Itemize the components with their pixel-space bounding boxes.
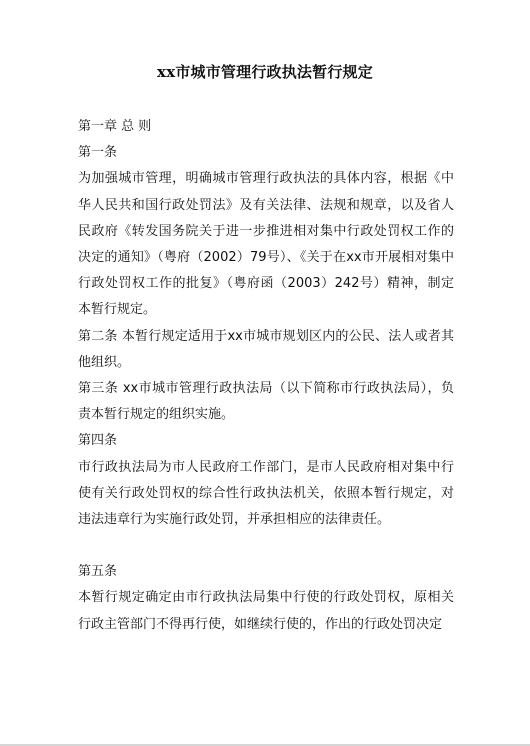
article-5-heading: 第五条 xyxy=(78,564,118,580)
article-3: 第三条 xx市城市管理行政执法局（以下简称市行政执法局），负责本暂行规定的组织实施。 xyxy=(78,381,454,423)
document-title: xx市城市管理行政执法暂行规定 xyxy=(157,63,373,81)
article-2: 第二条 本暂行规定适用于xx市城市规划区内的公民、法人或者其他组织。 xyxy=(78,328,454,370)
chapter-heading: 第一章 总 则 xyxy=(78,119,152,134)
document-body xyxy=(78,114,454,638)
article-1-body: 为加强城市管理，明确城市管理行政执法的具体内容，根据《中华人民共和国行政处罚法》及有关法律、法规和规章，以及省人民政府《转发国务院关于进一步推进相对集中行政处罚权工作的决定的通知》（粤府（2002）79号）、《关于在xx市开展相对集中行政处罚权工作的批复》（粤府函（2003）242号）精神，制定本暂行规定。 xyxy=(78,171,454,318)
article-5-body: 本暂行规定确定由市行政执法局集中行使的行政处罚权，原相关行政主管部门不得再行使，如继续行使的，作出的行政处罚决定 xyxy=(78,590,454,632)
article-4-body: 市行政执法局为市人民政府工作部门，是市人民政府相对集中行使有关行政处罚权的综合性行政执法机关，依照本暂行规定，对违法违章行为实施行政处罚，并承担相应的法律责任。 xyxy=(78,459,454,528)
paragraph-gap xyxy=(78,533,454,559)
article-4-heading: 第四条 xyxy=(78,433,118,449)
article-1-heading: 第一条 xyxy=(78,145,118,161)
